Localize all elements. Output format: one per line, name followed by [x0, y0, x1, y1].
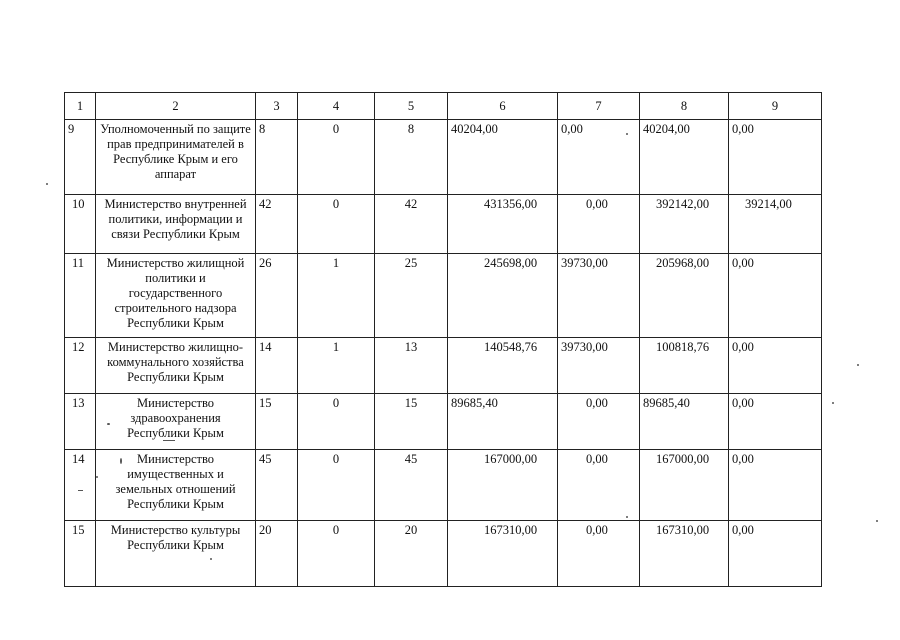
table-row — [65, 521, 822, 587]
header-cell: 6 — [448, 93, 558, 120]
row-number-cell: 10 — [65, 195, 96, 254]
table-row — [65, 120, 822, 195]
scan-speck — [857, 364, 859, 366]
header-cell: 1 — [65, 93, 96, 120]
count-cell: 42 — [375, 195, 448, 254]
amount-cell: 0,00 — [729, 394, 822, 450]
amount-cell: 89685,40 — [448, 394, 558, 450]
organization-name-cell: Министерство здравоохранения Республики Крым — [96, 394, 256, 450]
amount-cell: 0,00 — [558, 120, 640, 195]
header-cell: 2 — [96, 93, 256, 120]
header-cell: 8 — [640, 93, 729, 120]
header-cell: 5 — [375, 93, 448, 120]
count-cell: 0 — [298, 521, 375, 587]
amount-cell: 0,00 — [729, 254, 822, 338]
budget-table — [64, 92, 822, 587]
amount-cell: 89685,40 — [640, 394, 729, 450]
count-cell: 1 — [298, 338, 375, 394]
amount-cell: 40204,00 — [640, 120, 729, 195]
organization-name-cell: Министерство жилищной политики и государственного строительного надзора Республики Крым — [96, 254, 256, 338]
count-cell: 20 — [375, 521, 448, 587]
amount-cell: 40204,00 — [448, 120, 558, 195]
amount-cell: 392142,00 — [640, 195, 729, 254]
count-cell: 0 — [298, 195, 375, 254]
header-cell: 3 — [256, 93, 298, 120]
count-cell: 1 — [298, 254, 375, 338]
count-cell: 25 — [375, 254, 448, 338]
count-cell: 26 — [256, 254, 298, 338]
count-cell: 0 — [298, 120, 375, 195]
count-cell: 8 — [375, 120, 448, 195]
organization-name-cell: Министерство культуры Республики Крым — [96, 521, 256, 587]
amount-cell: 0,00 — [729, 521, 822, 587]
amount-cell: 245698,00 — [448, 254, 558, 338]
amount-cell: 0,00 — [729, 450, 822, 521]
organization-name-cell: Уполномоченный по защите прав предпринимателей в Республике Крым и его аппарат — [96, 120, 256, 195]
organization-name-cell: Министерство имущественных и земельных отношений Республики Крым — [96, 450, 256, 521]
count-cell: 13 — [375, 338, 448, 394]
row-number-cell: 15 — [65, 521, 96, 587]
table-row — [65, 254, 822, 338]
organization-name-cell: Министерство внутренней политики, информации и связи Республики Крым — [96, 195, 256, 254]
count-cell: 8 — [256, 120, 298, 195]
row-number-cell: 14 — [65, 450, 96, 521]
amount-cell: 39730,00 — [558, 254, 640, 338]
scan-speck — [832, 402, 834, 404]
table-row — [65, 338, 822, 394]
row-number-cell: 11 — [65, 254, 96, 338]
table-header-row — [65, 93, 822, 120]
row-number-cell: 9 — [65, 120, 96, 195]
amount-cell: 100818,76 — [640, 338, 729, 394]
count-cell: 42 — [256, 195, 298, 254]
count-cell: 0 — [298, 450, 375, 521]
amount-cell: 0,00 — [729, 338, 822, 394]
amount-cell: 0,00 — [558, 394, 640, 450]
row-number-cell: 12 — [65, 338, 96, 394]
count-cell: 15 — [256, 394, 298, 450]
organization-name-cell: Министерство жилищно-коммунального хозяйства Республики Крым — [96, 338, 256, 394]
amount-cell: 205968,00 — [640, 254, 729, 338]
count-cell: 0 — [298, 394, 375, 450]
amount-cell: 39730,00 — [558, 338, 640, 394]
amount-cell: 167310,00 — [448, 521, 558, 587]
header-cell: 4 — [298, 93, 375, 120]
row-number-cell: 13 — [65, 394, 96, 450]
scan-speck — [46, 183, 48, 185]
count-cell: 45 — [375, 450, 448, 521]
header-cell: 9 — [729, 93, 822, 120]
amount-cell: 0,00 — [558, 195, 640, 254]
header-cell: 7 — [558, 93, 640, 120]
amount-cell: 167000,00 — [640, 450, 729, 521]
amount-cell: 39214,00 — [729, 195, 822, 254]
table-row — [65, 450, 822, 521]
amount-cell: 0,00 — [558, 521, 640, 587]
count-cell: 20 — [256, 521, 298, 587]
amount-cell: 0,00 — [558, 450, 640, 521]
amount-cell: 167000,00 — [448, 450, 558, 521]
amount-cell: 0,00 — [729, 120, 822, 195]
scan-speck — [876, 520, 878, 522]
count-cell: 14 — [256, 338, 298, 394]
count-cell: 45 — [256, 450, 298, 521]
amount-cell: 431356,00 — [448, 195, 558, 254]
amount-cell: 140548,76 — [448, 338, 558, 394]
amount-cell: 167310,00 — [640, 521, 729, 587]
table-row — [65, 394, 822, 450]
table-row — [65, 195, 822, 254]
count-cell: 15 — [375, 394, 448, 450]
